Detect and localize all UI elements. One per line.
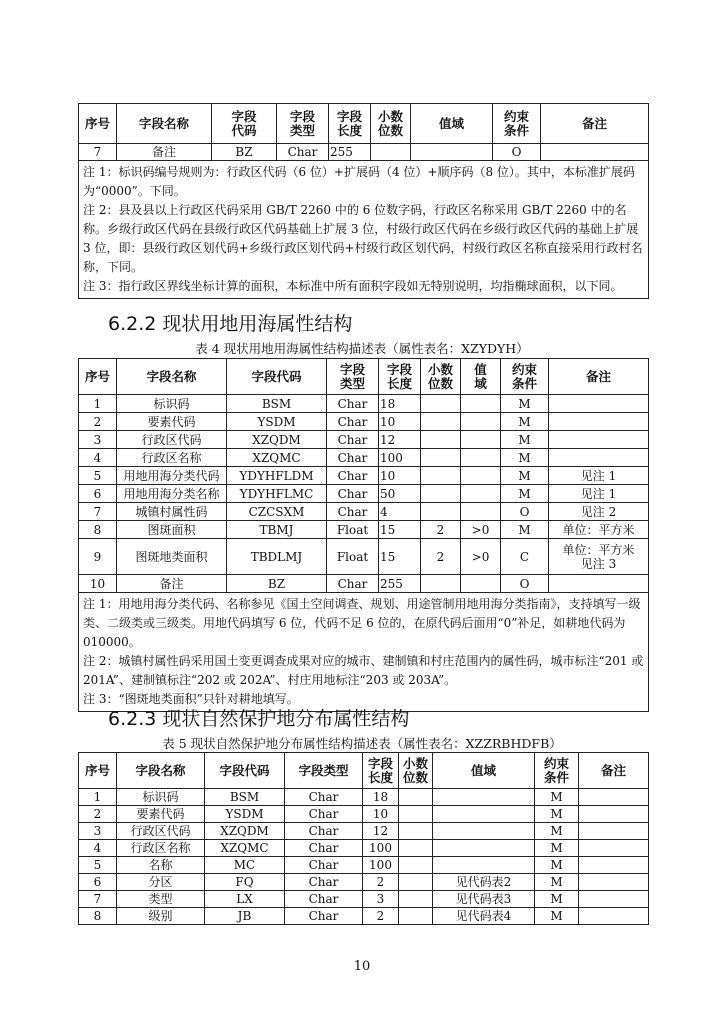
table-cell: 1: [79, 789, 117, 806]
table-row: [79, 874, 649, 891]
table-row: [79, 449, 649, 467]
table-cell: JB: [205, 908, 285, 925]
table-cell: 100: [379, 449, 421, 467]
table-cell: M: [535, 840, 579, 857]
table-cell: YDYHFLDM: [227, 467, 327, 485]
table-cell: 6: [79, 874, 117, 891]
table-cell: [549, 449, 649, 467]
table-cell: M: [535, 874, 579, 891]
table-header-row: [79, 104, 649, 144]
table-cell: Char: [285, 908, 363, 925]
table-cell: YDYHFLMC: [227, 485, 327, 503]
table-cell: 8: [79, 521, 117, 539]
note-3: 注 3：指行政区界线坐标计算的面积，本标准中所有面积字段如无特别说明，均指椭球面积，以下同。: [83, 279, 623, 293]
table-row: [79, 891, 649, 908]
table-cell: [461, 431, 501, 449]
table-cell: 见代码表4: [433, 908, 535, 925]
section-heading-6-2-2: 6.2.2 现状用地用海属性结构: [108, 313, 353, 335]
table-cell: M: [501, 395, 549, 413]
table-cell: 9: [79, 539, 117, 575]
table-row: [79, 431, 649, 449]
table-cell: 12: [363, 823, 399, 840]
table-cell: 7: [79, 891, 117, 908]
table-cell: [549, 431, 649, 449]
table-cell: 5: [79, 467, 117, 485]
table-cell: Char: [285, 840, 363, 857]
col-header: 字段 长度: [379, 359, 421, 395]
note-2: 注 2：城镇村属性码采用国土变更调查成果对应的城市、建制镇和村庄范围内的属性码，城市标注“201 或 201A”、建制镇标注“202 或 202A”、村庄用地标注“203 或 203A”。: [83, 654, 644, 687]
table-cell: Char: [285, 891, 363, 908]
table-row: [79, 857, 649, 874]
table-cell: 7: [79, 144, 117, 161]
table-cell: [461, 413, 501, 431]
col-header: 约束 条件: [535, 753, 579, 789]
table-cell: 行政区代码: [117, 431, 227, 449]
table-cell: [421, 467, 461, 485]
col-header: 字段名称: [117, 359, 227, 395]
table-cell: Char: [277, 144, 329, 161]
table-cell: 15: [379, 539, 421, 575]
table-cell: 见代码表3: [433, 891, 535, 908]
table-row: [79, 413, 649, 431]
note-2: 注 2：县及县以上行政区代码采用 GB/T 2260 中的 6 位数字码，行政区名称采用 GB/T 2260 中的名称。乡级行政区代码在县级行政区代码基础上扩展 3 位，村级行政区代码在乡级行政区代码的基础上扩展 3 位，即：县级行政区划代码+乡级行政区划代码+村级行政区划代码，村级行政区名称直接采用行政村名称，下同。: [83, 203, 643, 274]
col-header: 字段 类型: [327, 359, 379, 395]
col-header: 小数 位数: [421, 359, 461, 395]
table-cell: M: [535, 823, 579, 840]
col-header: 字段 类型: [277, 104, 329, 144]
table-cell: TBMJ: [227, 521, 327, 539]
table-cell: 要素代码: [117, 413, 227, 431]
note-1: 注 1：标识码编号规则为：行政区代码（6 位）+扩展码（4 位）+顺序码（8 位）。其中，本标准扩展码为“0000”。下同。: [83, 165, 635, 198]
table-cell: 见注 1: [549, 485, 649, 503]
table-cell: [579, 908, 649, 925]
table-cell: Char: [285, 823, 363, 840]
table-row: [79, 539, 649, 575]
table-row: [79, 908, 649, 925]
table-4-caption: 表 4 现状用地用海属性结构描述表（属性表名：XZYDYH）: [195, 341, 529, 356]
table-cell: 4: [79, 449, 117, 467]
table-cell: [421, 485, 461, 503]
table-cell: C: [501, 539, 549, 575]
table-cell: YSDM: [227, 413, 327, 431]
table-cell: Char: [327, 467, 379, 485]
table-row: [79, 521, 649, 539]
table-cell: 10: [79, 575, 117, 593]
table-cell: M: [501, 449, 549, 467]
table-cell: 18: [379, 395, 421, 413]
table-cell: M: [535, 908, 579, 925]
table-cell: 12: [379, 431, 421, 449]
table-cell: [399, 908, 433, 925]
table-cell: 3: [79, 431, 117, 449]
table-cell: Char: [285, 806, 363, 823]
table-5-caption: 表 5 现状自然保护地分布属性结构描述表（属性表名：XZZRBHDFB）: [162, 736, 562, 751]
section-heading-6-2-3: 6.2.3 现状自然保护地分布属性结构: [108, 708, 410, 730]
table-cell: [579, 857, 649, 874]
note-3: 注 3：“图斑地类面积”只针对耕地填写。: [83, 692, 299, 706]
table-cell: >0: [461, 539, 501, 575]
table-cell: Char: [327, 485, 379, 503]
table-cell: 15: [379, 521, 421, 539]
table-cell: LX: [205, 891, 285, 908]
table-3-continuation: [78, 103, 649, 299]
table-cell: [421, 395, 461, 413]
table-cell: M: [535, 806, 579, 823]
col-header: 小数 位数: [399, 753, 433, 789]
table-cell: M: [501, 467, 549, 485]
table-header-row: [79, 359, 649, 395]
table-cell: BZ: [212, 144, 277, 161]
table-row: [79, 806, 649, 823]
table-cell: 图斑面积: [117, 521, 227, 539]
table-cell: Float: [327, 521, 379, 539]
table-cell: XZQMC: [227, 449, 327, 467]
table-cell: [461, 449, 501, 467]
table-cell: 100: [363, 857, 399, 874]
table-cell: [549, 395, 649, 413]
table-cell: Char: [285, 874, 363, 891]
table-cell: 255: [329, 144, 371, 161]
table-cell: 50: [379, 485, 421, 503]
col-header: 小数 位数: [371, 104, 411, 144]
table-cell: [579, 891, 649, 908]
table-cell: [579, 806, 649, 823]
table-notes: [79, 593, 649, 712]
table-cell: [461, 467, 501, 485]
col-header: 约束 条件: [501, 359, 549, 395]
table-cell: [433, 789, 535, 806]
col-header: 序号: [79, 104, 117, 144]
table-cell: YSDM: [205, 806, 285, 823]
table-cell: 见代码表2: [433, 874, 535, 891]
table-cell: M: [501, 413, 549, 431]
table-row: [79, 467, 649, 485]
table-cell: M: [535, 789, 579, 806]
table-cell: 图斑地类面积: [117, 539, 227, 575]
table-cell: 3: [79, 823, 117, 840]
table-row: [79, 395, 649, 413]
table-cell: M: [535, 891, 579, 908]
col-header: 字段 长度: [329, 104, 371, 144]
col-header: 备注: [549, 359, 649, 395]
table-cell: [399, 806, 433, 823]
table-cell: [433, 823, 535, 840]
table-cell: MC: [205, 857, 285, 874]
table-cell: [371, 144, 411, 161]
col-header: 字段名称: [117, 104, 212, 144]
table-cell: XZQMC: [205, 840, 285, 857]
note-1: 注 1：用地用海分类代码、名称参见《国土空间调查、规划、用途管制用地用海分类指南》，支持填写一级类、二级类或三级类。用地代码填写 6 位，代码不足 6 位的，在原代码后面用“0”补足，如耕地代码为 010000。: [83, 597, 641, 649]
table-row: [79, 840, 649, 857]
col-header: 字段代码: [227, 359, 327, 395]
table-cell: [399, 823, 433, 840]
table-cell: [399, 840, 433, 857]
table-row: [79, 575, 649, 593]
table-cell: 7: [79, 503, 117, 521]
table-cell: [399, 891, 433, 908]
table-cell: 8: [79, 908, 117, 925]
table-cell: 用地用海分类名称: [117, 485, 227, 503]
table-cell: [421, 431, 461, 449]
table-cell: 行政区名称: [117, 449, 227, 467]
col-header: 序号: [79, 359, 117, 395]
table-cell: 城镇村属性码: [117, 503, 227, 521]
table-cell: 2: [363, 874, 399, 891]
table-cell: 2: [79, 413, 117, 431]
table-cell: 10: [379, 413, 421, 431]
table-cell: 18: [363, 789, 399, 806]
table-cell: Char: [327, 413, 379, 431]
table-cell: 分区: [117, 874, 205, 891]
table-cell: 2: [79, 806, 117, 823]
table-cell: >0: [461, 521, 501, 539]
table-row: [79, 485, 649, 503]
col-header: 值域: [411, 104, 493, 144]
table-cell: [579, 789, 649, 806]
table-notes-row: [79, 161, 649, 299]
table-cell: M: [501, 521, 549, 539]
table-cell: O: [501, 503, 549, 521]
table-cell: 1: [79, 395, 117, 413]
table-cell: Char: [285, 789, 363, 806]
table-cell: 3: [363, 891, 399, 908]
col-header: 值 域: [461, 359, 501, 395]
table-cell: 见注 1: [549, 467, 649, 485]
page-number: 10: [353, 959, 371, 974]
table-cell: 6: [79, 485, 117, 503]
table-row: [79, 789, 649, 806]
table-cell: [399, 874, 433, 891]
table-cell: 备注: [117, 575, 227, 593]
table-cell: 备注: [117, 144, 212, 161]
table-cell: 要素代码: [117, 806, 205, 823]
col-header: 备注: [579, 753, 649, 789]
table-row: [79, 823, 649, 840]
table-cell: [549, 413, 649, 431]
table-cell: [421, 449, 461, 467]
table-cell: 10: [363, 806, 399, 823]
table-cell: [433, 806, 535, 823]
table-cell: 级别: [117, 908, 205, 925]
col-header: 序号: [79, 753, 117, 789]
table-cell: FQ: [205, 874, 285, 891]
table-notes-row: [79, 593, 649, 712]
table-cell: Char: [327, 431, 379, 449]
table-cell: BSM: [227, 395, 327, 413]
col-header: 字段 代码: [212, 104, 277, 144]
table-cell: [399, 857, 433, 874]
table-cell: O: [493, 144, 541, 161]
col-header: 字段代码: [205, 753, 285, 789]
table-cell: [541, 144, 649, 161]
table-cell: 4: [379, 503, 421, 521]
table-cell: [433, 857, 535, 874]
table-cell: BZ: [227, 575, 327, 593]
col-header: 值域: [433, 753, 535, 789]
table-cell: 见注 2: [549, 503, 649, 521]
table-cell: XZQDM: [205, 823, 285, 840]
table-cell: Float: [327, 539, 379, 575]
table-cell: 单位：平方米: [549, 521, 649, 539]
table-cell: M: [535, 857, 579, 874]
table-cell: [549, 575, 649, 593]
table-cell: [579, 823, 649, 840]
table-cell: 行政区代码: [117, 823, 205, 840]
table-cell: M: [501, 431, 549, 449]
table-cell: 2: [363, 908, 399, 925]
table-cell: [399, 789, 433, 806]
col-header: 字段 长度: [363, 753, 399, 789]
table-cell: 单位：平方米 见注 3: [549, 539, 649, 575]
table-cell: [461, 503, 501, 521]
table-cell: [579, 874, 649, 891]
table-cell: M: [501, 485, 549, 503]
table-cell: 100: [363, 840, 399, 857]
table-cell: TBDLMJ: [227, 539, 327, 575]
table-notes: [79, 161, 649, 299]
table-row: [79, 503, 649, 521]
table-cell: 2: [421, 521, 461, 539]
table-cell: 名称: [117, 857, 205, 874]
table-cell: [421, 503, 461, 521]
table-cell: 2: [421, 539, 461, 575]
table-cell: [461, 485, 501, 503]
table-cell: Char: [327, 503, 379, 521]
col-header: 约束 条件: [493, 104, 541, 144]
table-cell: Char: [327, 395, 379, 413]
table-cell: [461, 575, 501, 593]
table-cell: [579, 840, 649, 857]
table-cell: 5: [79, 857, 117, 874]
table-cell: Char: [285, 857, 363, 874]
col-header: 字段类型: [285, 753, 363, 789]
table-cell: 类型: [117, 891, 205, 908]
table-5: [78, 752, 649, 925]
table-cell: 用地用海分类代码: [117, 467, 227, 485]
table-cell: 标识码: [117, 395, 227, 413]
table-cell: Char: [327, 575, 379, 593]
col-header: 备注: [541, 104, 649, 144]
table-header-row: [79, 753, 649, 789]
table-cell: CZCSXM: [227, 503, 327, 521]
table-cell: 行政区名称: [117, 840, 205, 857]
table-row: [79, 144, 649, 161]
table-cell: 255: [379, 575, 421, 593]
table-cell: Char: [327, 449, 379, 467]
table-cell: 4: [79, 840, 117, 857]
table-cell: 标识码: [117, 789, 205, 806]
table-cell: [421, 413, 461, 431]
table-cell: O: [501, 575, 549, 593]
table-cell: [421, 575, 461, 593]
table-cell: XZQDM: [227, 431, 327, 449]
table-cell: [433, 840, 535, 857]
col-header: 字段名称: [117, 753, 205, 789]
table-cell: [411, 144, 493, 161]
table-4: [78, 358, 649, 712]
table-cell: [461, 395, 501, 413]
table-cell: BSM: [205, 789, 285, 806]
table-cell: 10: [379, 467, 421, 485]
